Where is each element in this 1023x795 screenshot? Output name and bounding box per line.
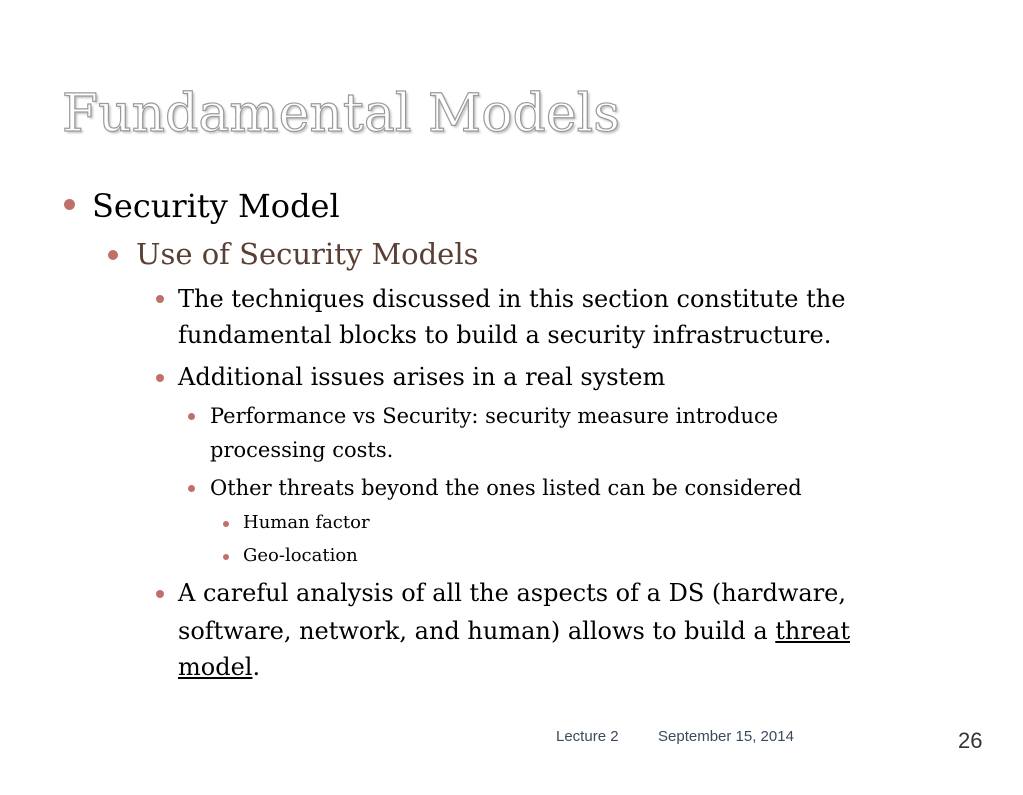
threat-model-link-cont[interactable]: model — [178, 653, 253, 681]
bullet-human-factor: Human factor — [243, 512, 370, 533]
bullet-dot-icon — [156, 374, 164, 382]
footer-lecture: Lecture 2 — [556, 728, 619, 745]
slide-title: Fundamental Models — [62, 84, 620, 144]
bullet-dot-icon — [223, 521, 229, 527]
bullet-careful-analysis-line2 — [178, 614, 850, 648]
threat-model-link[interactable]: threat — [775, 617, 850, 645]
bullet-dot-icon — [188, 413, 195, 420]
bullet-dot-icon — [108, 250, 118, 260]
bullet-dot-icon — [156, 295, 164, 303]
bullet-careful-analysis-line3 — [178, 650, 260, 684]
bullet-geo-location: Geo-location — [243, 545, 358, 566]
bullet-security-model: Security Model — [92, 187, 340, 225]
footer-date: September 15, 2014 — [658, 728, 794, 745]
bullet-dot-icon — [156, 590, 164, 598]
bullet-dot-icon — [223, 554, 229, 560]
bullet-dot-icon — [64, 199, 75, 210]
bullet-performance-line1: Performance vs Security: security measure introduce — [210, 404, 779, 428]
careful-analysis-text: software, network, and human) allows to build a — [178, 617, 776, 645]
bullet-other-threats: Other threats beyond the ones listed can be considered — [210, 476, 802, 500]
bullet-performance-line2: processing costs. — [210, 438, 394, 462]
bullet-dot-icon — [188, 485, 195, 492]
bullet-techniques-line2: fundamental blocks to build a security infrastructure. — [178, 321, 832, 349]
period-text: . — [252, 653, 261, 681]
bullet-additional-issues: Additional issues arises in a real system — [178, 363, 666, 391]
bullet-use-of-security-models: Use of Security Models — [136, 237, 479, 271]
page-number: 26 — [958, 728, 983, 753]
bullet-techniques-line1: The techniques discussed in this section constitute the — [178, 285, 846, 313]
bullet-careful-analysis-line1: A careful analysis of all the aspects of a DS (hardware, — [178, 579, 847, 607]
